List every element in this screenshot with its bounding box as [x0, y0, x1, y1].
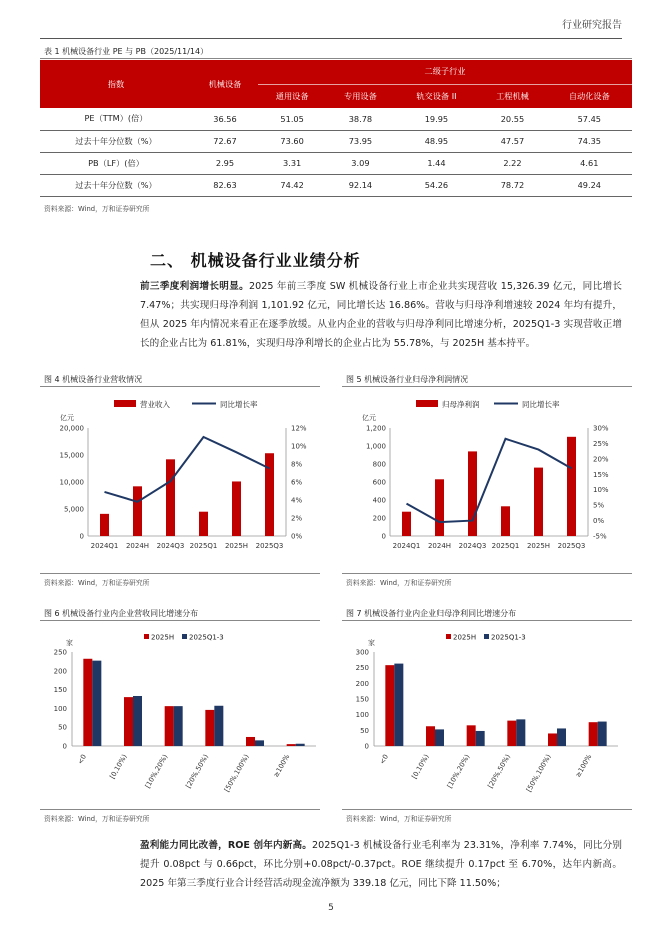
para-text: 2025 年前三季度 SW 机械设备行业上市企业共实现营收 15,326.39 亿元，同比增长 7.47%；共实现归母净利润 1,101.92 亿元，同比增长达 16.86%。营收与归母净利增速较 2024 年均有提升，但从 2025 年内情况来看正在逐季放缓。从业内企业的营收与归母净利同比增速分析，2025Q1-3 实现营收正增长的企业占比为 61.81%，实现归母净利增长的企业占比为 55.78%，与 2025H 基本持平。: [140, 281, 622, 349]
x-tick-label: 2025Q3: [255, 542, 284, 550]
bar: [435, 479, 444, 536]
cell: 19.95: [395, 108, 479, 130]
row-label: 过去十年分位数（%）: [40, 174, 192, 196]
y2-tick-label: 6%: [291, 478, 303, 487]
cell: 49.24: [547, 174, 632, 196]
y2-tick-label: 30%: [593, 424, 609, 433]
th-sub: 通用设备: [258, 84, 326, 108]
axis-unit: 亿元: [362, 414, 376, 422]
y-tick-label: 600: [372, 478, 386, 487]
cell: 1.44: [395, 152, 479, 174]
series-line: [407, 439, 572, 522]
caption-divider: [40, 58, 632, 59]
bar: [435, 729, 444, 746]
legend-swatch: [144, 634, 149, 639]
bar: [548, 733, 557, 746]
bar: [265, 453, 274, 536]
row-label: PE（TTM）(倍）: [40, 108, 192, 130]
fig7-source: 资料来源：Wind，万和证券研究所: [346, 815, 452, 823]
bar: [476, 731, 485, 746]
y-tick-label: 0: [381, 532, 386, 541]
y-tick-label: 200: [372, 514, 386, 523]
cell: 47.57: [478, 130, 546, 152]
table1-source: 资料来源：Wind，万和证券研究所: [44, 205, 150, 213]
x-tick-label: 2024Q1: [90, 542, 119, 550]
cell: 73.95: [326, 130, 394, 152]
axis-unit: 家: [368, 639, 375, 647]
y-tick-label: 250: [355, 664, 369, 673]
legend-swatch: [416, 400, 438, 407]
fig5-chart: [342, 390, 632, 560]
th-sub: 自动化设备: [547, 84, 632, 108]
y2-tick-label: 10%: [291, 442, 307, 451]
cell: 20.55: [478, 108, 546, 130]
y2-tick-label: 0%: [593, 517, 605, 526]
para-lead: 前三季度利润增长明显。: [140, 281, 250, 292]
para-profitability: [140, 836, 622, 893]
header-title: 行业研究报告: [562, 20, 622, 31]
fig6-source: 资料来源：Wind，万和证券研究所: [44, 815, 150, 823]
cell: 4.61: [547, 152, 632, 174]
x-tick-label: [20%,50%): [184, 753, 211, 790]
cell: 48.95: [395, 130, 479, 152]
legend-swatch: [182, 634, 187, 639]
bar: [467, 725, 476, 746]
y2-tick-label: 0%: [291, 532, 303, 541]
caption-divider: [40, 386, 320, 387]
caption-divider: [40, 620, 320, 621]
section-title: 二、 机械设备行业业绩分析: [150, 251, 361, 270]
y-tick-label: 200: [355, 679, 369, 688]
table1-caption: 表 1 机械设备行业 PE 与 PB（2025/11/14）: [44, 47, 209, 56]
legend-label: 同比增长率: [522, 400, 560, 409]
x-tick-label: <0: [76, 753, 89, 766]
x-tick-label: 2024H: [125, 542, 150, 550]
fig7-caption: 图 7 机械设备行业内企业归母净利同比增速分布: [346, 609, 517, 618]
cell: 74.35: [547, 130, 632, 152]
x-tick-label: 2024Q1: [392, 542, 421, 550]
para-text: 2025Q1-3 机械设备行业毛利率为 23.31%，净利率 7.74%，同比分别提升 0.08pct 与 0.66pct，环比分别+0.08pct/-0.37pct。ROE 继续提升 0.17pct 至 6.70%，达年内新高。2025 年第三季度行业合计经营活动现金流净额为 339.18 亿元，同比下降 11.50%；: [140, 840, 623, 889]
y-tick-label: 200: [53, 667, 67, 676]
x-tick-label: [50%,100%): [524, 753, 553, 794]
legend-swatch: [114, 400, 136, 407]
y-tick-label: 5,000: [63, 505, 84, 514]
bar: [199, 512, 208, 536]
y-tick-label: 50: [58, 723, 67, 732]
y-tick-label: 100: [355, 711, 369, 720]
x-tick-label: [20%,50%): [486, 753, 513, 790]
cell: 57.45: [547, 108, 632, 130]
y-tick-label: 0: [364, 742, 369, 751]
bar: [92, 661, 101, 746]
table-row: [40, 130, 632, 152]
bar: [426, 726, 435, 746]
fig4-chart: [40, 390, 330, 560]
y-tick-label: 250: [53, 648, 67, 657]
bar: [214, 706, 223, 746]
y-tick-label: 100: [53, 704, 67, 713]
y-tick-label: 400: [372, 496, 386, 505]
cell: 36.56: [192, 108, 258, 130]
bar: [287, 744, 296, 746]
x-tick-label: [0,10%): [410, 753, 431, 781]
x-tick-label: 2025H: [224, 542, 249, 550]
legend-label: 2025Q1-3: [491, 633, 526, 642]
y-tick-label: 20,000: [59, 424, 84, 433]
page-number: 5: [328, 903, 334, 913]
caption-divider: [342, 386, 632, 387]
bar: [468, 451, 477, 536]
table-row: [40, 108, 632, 130]
series-line: [105, 437, 270, 502]
x-tick-label: 2025Q1: [189, 542, 218, 550]
bar: [501, 506, 510, 536]
th-sub: 轨交设备 II: [395, 84, 479, 108]
cell: 92.14: [326, 174, 394, 196]
fig6-chart: [40, 624, 330, 794]
pe-pb-table: [40, 60, 632, 197]
bar: [516, 719, 525, 746]
cell: 2.95: [192, 152, 258, 174]
axis-unit: 家: [66, 639, 73, 647]
y-tick-label: 1,000: [365, 442, 386, 451]
th-group: 二级子行业: [258, 60, 632, 84]
x-tick-label: [50%,100%): [222, 753, 251, 794]
legend-label: 营业收入: [140, 400, 170, 409]
axis-unit: 亿元: [60, 414, 74, 422]
bar: [534, 468, 543, 536]
bar: [133, 696, 142, 746]
y-tick-label: 50: [360, 726, 369, 735]
legend-label: 归母净利润: [442, 400, 480, 409]
y2-tick-label: 15%: [593, 470, 609, 479]
fig4-source: 资料来源：Wind，万和证券研究所: [44, 579, 150, 587]
y-tick-label: 0: [62, 742, 67, 751]
x-tick-label: [10%,20%): [445, 753, 472, 790]
th-sub: 工程机械: [478, 84, 546, 108]
bar: [255, 740, 264, 746]
table-row: [40, 152, 632, 174]
caption-divider: [342, 620, 632, 621]
x-tick-label: [10%,20%): [143, 753, 170, 790]
bar: [507, 721, 516, 746]
cell: 74.42: [258, 174, 326, 196]
x-tick-label: 2025Q1: [491, 542, 520, 550]
table-row: [40, 174, 632, 196]
cell: 78.72: [478, 174, 546, 196]
bar: [394, 664, 403, 746]
x-tick-label: <0: [378, 753, 391, 766]
bar: [124, 697, 133, 746]
y2-tick-label: 12%: [291, 424, 307, 433]
bar: [385, 665, 394, 746]
th-main: 机械设备: [192, 60, 258, 108]
bar: [133, 486, 142, 536]
cell: 73.60: [258, 130, 326, 152]
bar: [100, 514, 109, 536]
x-tick-label: 2025Q3: [557, 542, 586, 550]
bar: [296, 744, 305, 746]
bar: [174, 706, 183, 746]
x-tick-label: [0,10%): [108, 753, 129, 781]
y-tick-label: 1,200: [365, 424, 386, 433]
para-performance: [140, 277, 622, 353]
legend-label: 同比增长率: [220, 400, 258, 409]
para-lead: 盈利能力同比改善，ROE 创年内新高。: [140, 840, 313, 851]
y2-tick-label: 20%: [593, 455, 609, 464]
y-tick-label: 10,000: [59, 478, 84, 487]
cell: 51.05: [258, 108, 326, 130]
cell: 82.63: [192, 174, 258, 196]
y2-tick-label: 5%: [593, 501, 605, 510]
legend-swatch: [484, 634, 489, 639]
row-label: 过去十年分位数（%）: [40, 130, 192, 152]
bar: [567, 437, 576, 536]
source-divider: [40, 809, 320, 810]
bar: [598, 722, 607, 746]
bar: [246, 737, 255, 746]
bar: [83, 659, 92, 746]
fig4-caption: 图 4 机械设备行业营收情况: [44, 375, 143, 384]
y2-tick-label: 4%: [291, 496, 303, 505]
th-index: 指数: [40, 60, 192, 108]
bar: [232, 481, 241, 536]
y-tick-label: 300: [355, 648, 369, 657]
x-tick-label: 2024Q3: [156, 542, 185, 550]
cell: 3.31: [258, 152, 326, 174]
x-tick-label: 2025H: [526, 542, 551, 550]
x-tick-label: ≥100%: [573, 753, 594, 779]
bar: [589, 722, 598, 746]
cell: 54.26: [395, 174, 479, 196]
cell: 3.09: [326, 152, 394, 174]
y2-tick-label: 8%: [291, 460, 303, 469]
y2-tick-label: 2%: [291, 514, 303, 523]
legend-label: 2025H: [151, 633, 175, 642]
row-label: PB（LF）(倍）: [40, 152, 192, 174]
x-tick-label: ≥100%: [271, 753, 292, 779]
source-divider: [342, 573, 632, 574]
fig6-caption: 图 6 机械设备行业内企业营收同比增速分布: [44, 609, 199, 618]
legend-swatch: [446, 634, 451, 639]
source-divider: [40, 573, 320, 574]
y-tick-label: 150: [355, 695, 369, 704]
x-tick-label: 2024Q3: [458, 542, 487, 550]
bar: [402, 512, 411, 536]
y-tick-label: 800: [372, 460, 386, 469]
fig5-source: 资料来源：Wind，万和证券研究所: [346, 579, 452, 587]
bar: [557, 728, 566, 746]
y2-tick-label: 25%: [593, 439, 609, 448]
x-tick-label: 2024H: [427, 542, 452, 550]
bar: [205, 710, 214, 746]
legend-label: 2025Q1-3: [189, 633, 224, 642]
y-tick-label: 150: [53, 686, 67, 695]
fig5-caption: 图 5 机械设备行业归母净利润情况: [346, 375, 469, 384]
header-divider: [40, 38, 622, 39]
source-divider: [342, 809, 632, 810]
y-tick-label: 15,000: [59, 451, 84, 460]
y-tick-label: 0: [79, 532, 84, 541]
y2-tick-label: 10%: [593, 486, 609, 495]
cell: 38.78: [326, 108, 394, 130]
bar: [166, 459, 175, 536]
bar: [165, 706, 174, 746]
fig7-chart: [342, 624, 632, 794]
y2-tick-label: -5%: [593, 532, 607, 541]
cell: 72.67: [192, 130, 258, 152]
legend-label: 2025H: [453, 633, 477, 642]
cell: 2.22: [478, 152, 546, 174]
th-sub: 专用设备: [326, 84, 394, 108]
